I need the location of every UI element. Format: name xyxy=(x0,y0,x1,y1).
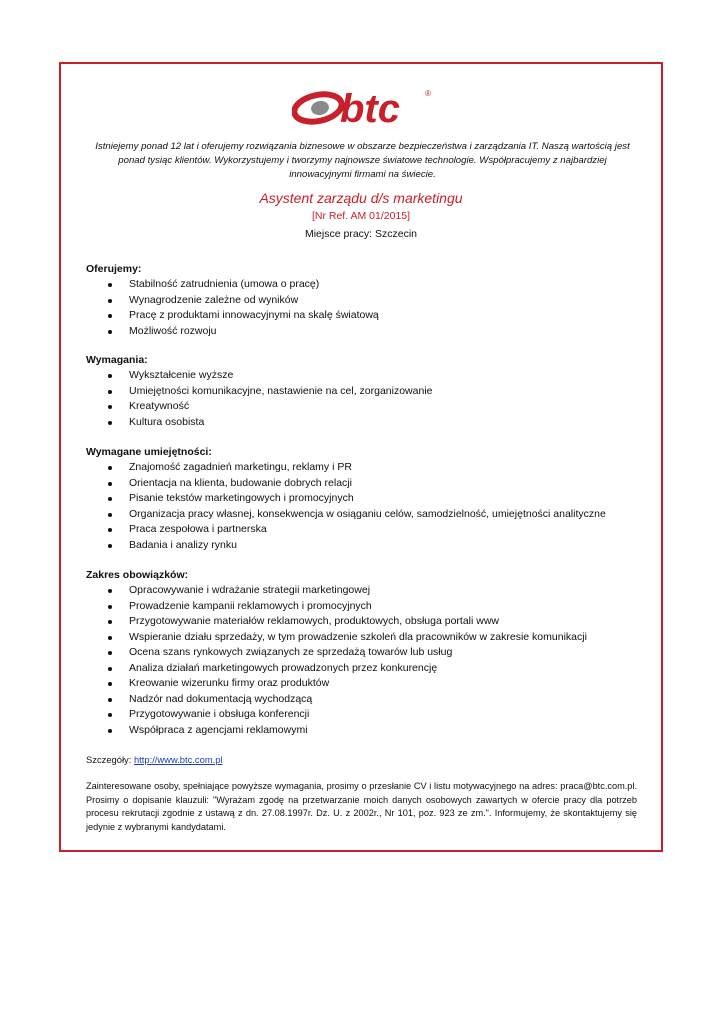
list-item: Wspieranie działu sprzedaży, w tym prowadzenie szkoleń dla pracowników w zakresie komunikacji xyxy=(86,630,646,646)
list-item: Wykształcenie wyższe xyxy=(86,368,646,384)
list-item: Przygotowywanie materiałów reklamowych, produktowych, obsługa portali www xyxy=(86,614,646,630)
application-instructions: Zainteresowane osoby, spełniające powyższe wymagania, prosimy o przesłanie CV i listu motywacyjnego na adres: praca@btc.com.pl. Prosimy o dopisanie klauzuli: "Wyrażam zgodę na przetwarzanie moich danych osobowych zawartych w ofercie pracy dla potrzeb procesu rekrutacji zgodnie z ustawą z dn. 27.08.1997r. Dz. U. z 2002r., Nr 101, poz. 923 ze zm.". Informujemy, że skontaktujemy się jedynie z wybranymi kandydatami. xyxy=(86,781,637,832)
list-item: Ocena szans rynkowych związanych ze sprzedażą towarów lub usług xyxy=(86,645,646,661)
list-item: Współpraca z agencjami reklamowymi xyxy=(86,723,646,739)
website-link[interactable]: http://www.btc.com.pl xyxy=(133,754,223,765)
job-reference: [Nr Ref. AM 01/2015] xyxy=(311,210,411,222)
registered-mark: ® xyxy=(425,89,431,98)
section-heading: Zakres obowiązków: xyxy=(86,569,189,581)
skills-list xyxy=(86,460,646,553)
section-heading: Wymagania: xyxy=(86,354,148,366)
list-item: Prowadzenie kampanii reklamowych i promocyjnych xyxy=(86,599,646,615)
duties-list xyxy=(86,583,646,738)
requirements-list xyxy=(86,368,646,430)
list-item: Znajomość zagadnień marketingu, reklamy i PR xyxy=(86,460,646,476)
list-item: Kreatywność xyxy=(86,399,646,415)
job-title: Asystent zarządu d/s marketingu xyxy=(259,190,463,206)
list-item: Umiejętności komunikacyjne, nastawienie na cel, zorganizowanie xyxy=(86,384,646,400)
section-skills xyxy=(86,445,646,553)
list-item: Badania i analizy rynku xyxy=(86,538,646,554)
list-item: Analiza działań marketingowych prowadzonych przez konkurencję xyxy=(86,661,646,677)
list-item: Przygotowywanie i obsługa konferencji xyxy=(86,707,646,723)
list-item: Stabilność zatrudnienia (umowa o pracę) xyxy=(86,277,646,293)
section-heading: Wymagane umiejętności: xyxy=(86,446,212,458)
btc-logo xyxy=(292,84,434,130)
company-intro: Istniejemy ponad 12 lat i oferujemy rozwiązania biznesowe w obszarze bezpieczeństwa i zarządzania IT. Naszą wartością jest ponad tysiąc klientów. Wykorzystujemy i tworzymy najnowsze światowe technologie. Współpracujemy z najbardziej innowacyjnymi firmami na świecie. xyxy=(95,141,630,180)
list-item: Orientacja na klienta, budowanie dobrych relacji xyxy=(86,476,646,492)
btc-logo-text: btc xyxy=(340,87,400,130)
list-item: Pracę z produktami innowacyjnymi na skalę światową xyxy=(86,308,646,324)
list-item: Kreowanie wizerunku firmy oraz produktów xyxy=(86,676,646,692)
list-item: Praca zespołowa i partnerska xyxy=(86,522,646,538)
list-item: Pisanie tekstów marketingowych i promocyjnych xyxy=(86,491,646,507)
job-location: Miejsce pracy: Szczecin xyxy=(304,228,418,240)
details-line xyxy=(86,754,223,765)
list-item: Organizacja pracy własnej, konsekwencja w osiąganiu celów, samodzielność, umiejętności analityczne xyxy=(86,507,646,523)
section-offer xyxy=(86,262,646,339)
list-item: Kultura osobista xyxy=(86,415,646,431)
section-duties xyxy=(86,568,646,738)
section-heading: Oferujemy: xyxy=(86,263,142,275)
offer-list xyxy=(86,277,646,339)
section-requirements xyxy=(86,353,646,430)
btc-logo-swoosh-icon xyxy=(292,90,344,125)
details-label: Szczegóły: xyxy=(86,754,132,765)
list-item: Nadzór nad dokumentacją wychodzącą xyxy=(86,692,646,708)
list-item: Opracowywanie i wdrażanie strategii marketingowej xyxy=(86,583,646,599)
list-item: Możliwość rozwoju xyxy=(86,324,646,340)
list-item: Wynagrodzenie zależne od wyników xyxy=(86,293,646,309)
